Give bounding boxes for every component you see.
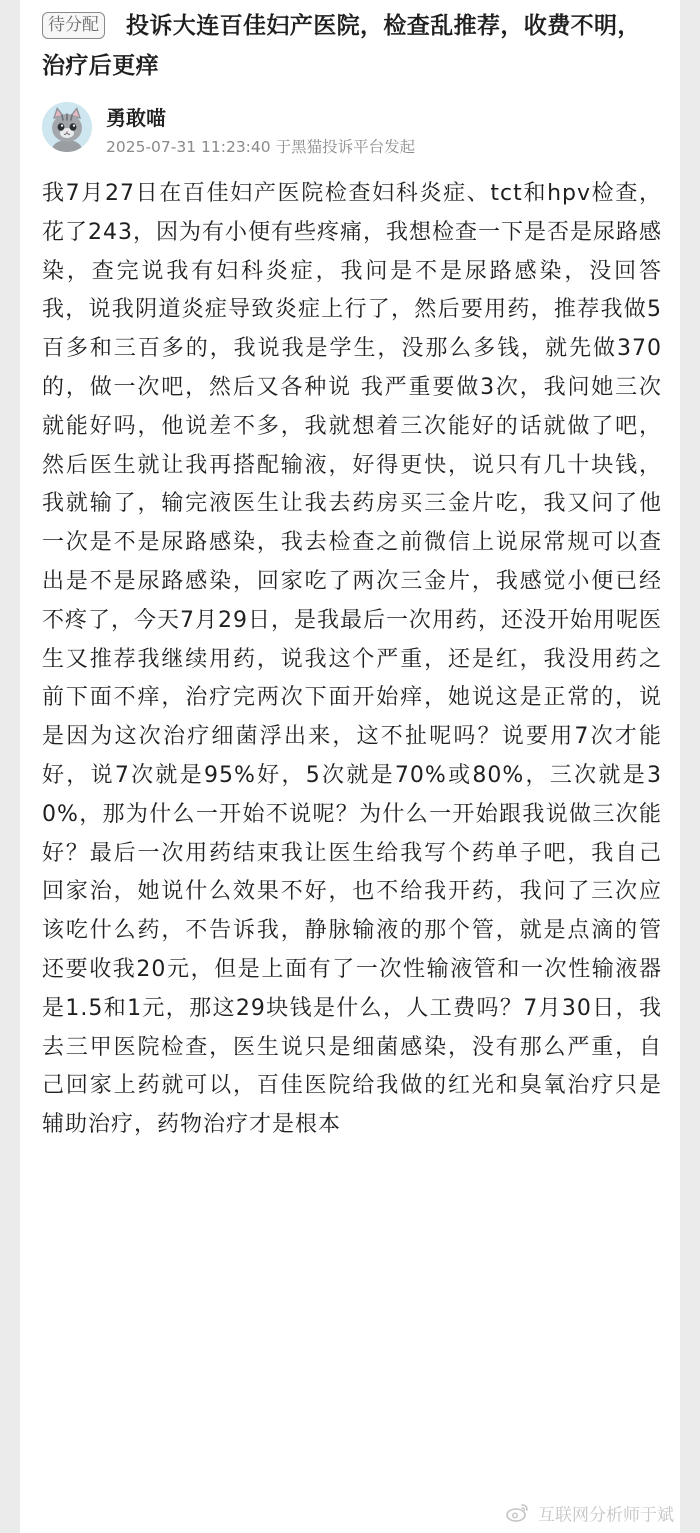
author-row [42,102,662,162]
title-row [42,6,662,86]
weibo-logo-icon [506,1502,530,1529]
post-title[interactable]: 投诉大连百佳妇产医院，检查乱推荐，收费不明，治疗后更痒 [42,13,641,79]
complaint-card [20,0,680,1533]
post-source: 于黑猫投诉平台发起 [275,138,416,156]
complaint-body: 我7月27日在百佳妇产医院检查妇科炎症、tct和hpv检查，花了243，因为有小便有些疼痛，我想检查一下是否是尿路感染，查完说我有妇科炎症，我问是不是尿路感染，没回答我，说我阴道炎症导致炎症上行了，然后要用药，推荐我做5百多和三百多的，我说我是学生，没那么多钱，就先做370的，做一次吧，然后又各种说 我严重要做3次，我问她三次就能好吗，他说差不多，我就想着三次能好的话就做了吧，然后医生就让我再搭配输液，好得更快，说只有几十块钱，我就输了，输完液医生让我去药房买三金片吃，我又问了他一次是不是尿路感染，我去检查之前微信上说尿常规可以查出是不是尿路感染，回家吃了两次三金片，我感觉小便已经不疼了，今天7月29日，是我最后一次用药，还没开始用呢医生又推荐我继续用药，说我这个严重，还是红，我没用药之前下面不痒，治疗完两次下面开始痒，她说这是正常的，说是因为这次治疗细菌浮出来，这不扯呢吗？说要用7次才能好，说7次就是95%好，5次就是70%或80%，三次就是30%，那为什么一开始不说呢？为什么一开始跟我说做三次能好？最后一次用药结束我让医生给我写个药单子吧，我自己回家治，她说什么效果不好，也不给我开药，我问了三次应该吃什么药，不告诉我，静脉输液的那个管，就是点滴的管还要收我20元，但是上面有了一次性输液管和一次性输液器是1.5和1元，那这29块钱是什么，人工费吗？7月30日，我去三甲医院检查，医生说只是细菌感染，没有那么严重，自己回家上药就可以，百佳医院给我做的红光和臭氧治疗只是辅助治疗，药物治疗才是根本 [42,181,662,1138]
cat-avatar-icon[interactable] [42,102,92,152]
post-datetime: 2025-07-31 11:23:40 [106,138,271,156]
author-name[interactable]: 勇敢喵 [106,106,166,130]
status-tag: 待分配 [42,12,105,39]
watermark-text: 互联网分析师于斌 [538,1505,674,1526]
watermark [506,1502,674,1529]
post-meta [106,136,415,158]
